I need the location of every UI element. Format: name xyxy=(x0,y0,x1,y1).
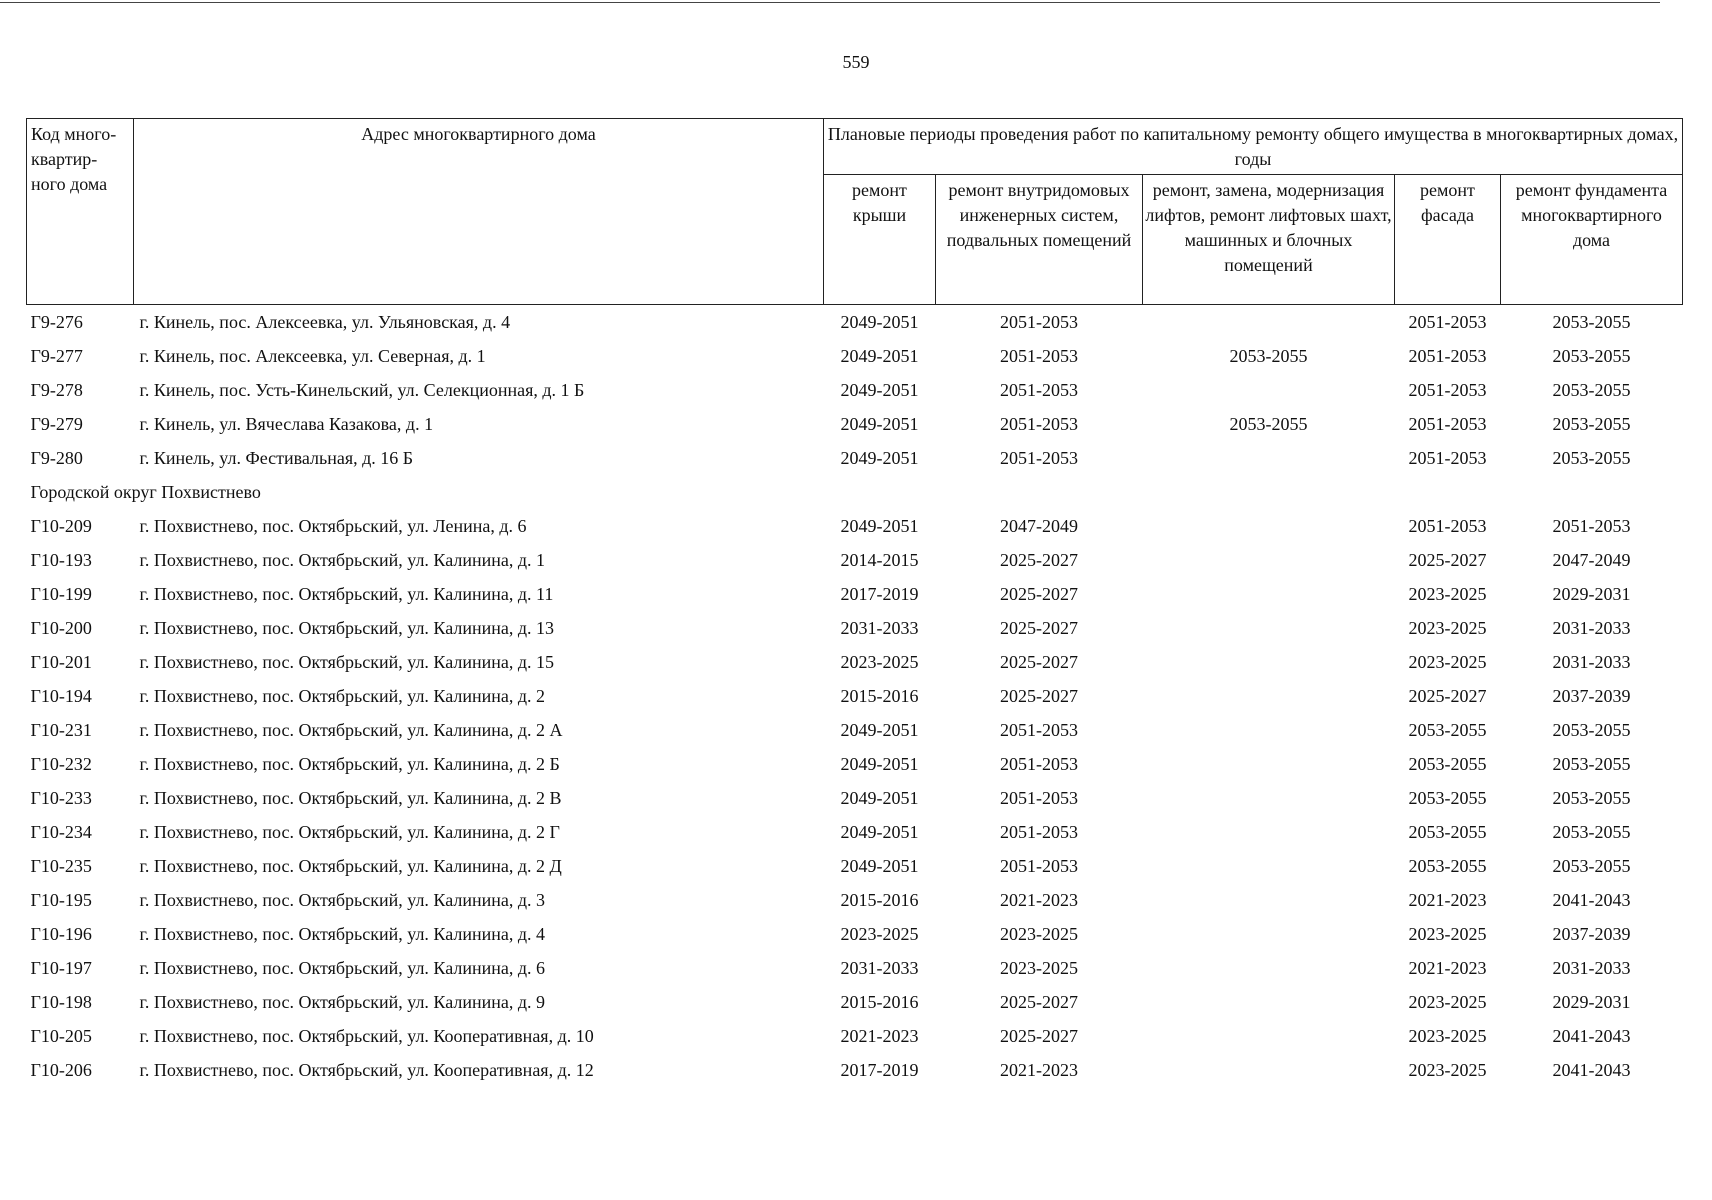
cell-roof: 2049-2051 xyxy=(840,346,919,366)
header-code: Код много-квартир-ного дома xyxy=(27,119,134,305)
cell-foundation: 2041-2043 xyxy=(1552,1060,1631,1080)
cell-foundation: 2031-2033 xyxy=(1552,618,1631,638)
cell-facade: 2051-2053 xyxy=(1408,448,1487,468)
cell-facade: 2051-2053 xyxy=(1408,380,1487,400)
cell-systems: 2051-2053 xyxy=(1000,346,1078,366)
cell-foundation: 2037-2039 xyxy=(1552,924,1631,944)
cell-lifts xyxy=(1143,849,1395,883)
cell-facade: 2053-2055 xyxy=(1408,720,1487,740)
cell-systems: 2025-2027 xyxy=(1000,550,1078,570)
cell-lifts xyxy=(1143,1019,1395,1053)
cell-facade: 2053-2055 xyxy=(1408,856,1487,876)
cell-foundation: 2029-2031 xyxy=(1552,584,1631,604)
cell-foundation: 2053-2055 xyxy=(1552,822,1631,842)
cell-systems: 2025-2027 xyxy=(1000,992,1078,1012)
cell-foundation: 2031-2033 xyxy=(1552,958,1631,978)
cell-roof: 2049-2051 xyxy=(840,788,919,808)
cell-foundation: 2053-2055 xyxy=(1552,788,1631,808)
table-row xyxy=(27,1019,1683,1053)
cell-address: г. Похвистнево, пос. Октябрьский, ул. Калинина, д. 2 А xyxy=(139,720,563,740)
table-row xyxy=(27,305,1683,340)
cell-foundation: 2029-2031 xyxy=(1552,992,1631,1012)
cell-facade: 2023-2025 xyxy=(1408,584,1487,604)
cell-foundation: 2041-2043 xyxy=(1552,1026,1631,1046)
cell-facade: 2025-2027 xyxy=(1408,550,1487,570)
header-periods: Плановые периоды проведения работ по капитальному ремонту общего имущества в многоквартирных домах, годы xyxy=(824,119,1683,175)
cell-lifts xyxy=(1143,611,1395,645)
table-row xyxy=(27,577,1683,611)
header-lifts: ремонт, замена, модернизация лифтов, ремонт лифтовых шахт, машинных и блочных помещений xyxy=(1143,175,1395,305)
cell-code: Г9-279 xyxy=(30,414,83,434)
cell-facade: 2021-2023 xyxy=(1408,890,1487,910)
cell-address: г. Похвистнево, пос. Октябрьский, ул. Калинина, д. 2 Г xyxy=(139,822,560,842)
cell-roof: 2049-2051 xyxy=(840,754,919,774)
cell-lifts xyxy=(1143,373,1395,407)
cell-facade: 2053-2055 xyxy=(1408,754,1487,774)
cell-lifts xyxy=(1143,305,1395,340)
cell-lifts xyxy=(1143,781,1395,815)
cell-foundation: 2053-2055 xyxy=(1552,754,1631,774)
cell-roof: 2049-2051 xyxy=(840,856,919,876)
cell-address: г. Похвистнево, пос. Октябрьский, ул. Калинина, д. 4 xyxy=(139,924,546,944)
cell-facade: 2023-2025 xyxy=(1408,1026,1487,1046)
cell-facade: 2023-2025 xyxy=(1408,992,1487,1012)
cell-code: Г10-233 xyxy=(30,788,92,808)
cell-address: г. Кинель, пос. Алексеевка, ул. Ульяновская, д. 4 xyxy=(139,312,511,332)
table-row xyxy=(27,373,1683,407)
cell-facade: 2053-2055 xyxy=(1408,788,1487,808)
cell-address: г. Похвистнево, пос. Октябрьский, ул. Калинина, д. 2 Д xyxy=(139,856,562,876)
cell-roof: 2017-2019 xyxy=(840,1060,919,1080)
cell-code: Г9-277 xyxy=(30,346,83,366)
table-row xyxy=(27,917,1683,951)
cell-lifts: 2053-2055 xyxy=(1229,414,1308,434)
cell-address: г. Похвистнево, пос. Октябрьский, ул. Кооперативная, д. 12 xyxy=(139,1060,594,1080)
cell-roof: 2015-2016 xyxy=(840,890,919,910)
table-row xyxy=(27,781,1683,815)
cell-systems: 2051-2053 xyxy=(1000,414,1078,434)
header-roof: ремонт крыши xyxy=(824,175,936,305)
cell-code: Г10-206 xyxy=(30,1060,92,1080)
cell-foundation: 2053-2055 xyxy=(1552,312,1631,332)
cell-code: Г10-199 xyxy=(30,584,92,604)
cell-lifts xyxy=(1143,713,1395,747)
cell-roof: 2014-2015 xyxy=(840,550,919,570)
capital-repair-table xyxy=(26,118,1683,1087)
section-row xyxy=(27,475,1683,509)
cell-code: Г10-209 xyxy=(30,516,92,536)
cell-lifts xyxy=(1143,883,1395,917)
cell-code: Г10-201 xyxy=(30,652,92,672)
cell-systems: 2051-2053 xyxy=(1000,720,1078,740)
cell-lifts xyxy=(1143,441,1395,475)
cell-facade: 2023-2025 xyxy=(1408,924,1487,944)
cell-lifts xyxy=(1143,951,1395,985)
cell-foundation: 2037-2039 xyxy=(1552,686,1631,706)
table-row xyxy=(27,645,1683,679)
cell-roof: 2021-2023 xyxy=(840,1026,919,1046)
cell-address: г. Похвистнево, пос. Октябрьский, ул. Калинина, д. 2 xyxy=(139,686,546,706)
cell-systems: 2047-2049 xyxy=(1000,516,1078,536)
cell-facade: 2053-2055 xyxy=(1408,822,1487,842)
cell-roof: 2015-2016 xyxy=(840,992,919,1012)
cell-address: г. Похвистнево, пос. Октябрьский, ул. Калинина, д. 11 xyxy=(139,584,554,604)
cell-address: г. Похвистнево, пос. Октябрьский, ул. Калинина, д. 2 В xyxy=(139,788,562,808)
cell-systems: 2025-2027 xyxy=(1000,686,1078,706)
cell-roof: 2049-2051 xyxy=(840,414,919,434)
cell-roof: 2049-2051 xyxy=(840,380,919,400)
cell-address: г. Похвистнево, пос. Октябрьский, ул. Калинина, д. 9 xyxy=(139,992,546,1012)
cell-roof: 2049-2051 xyxy=(840,312,919,332)
section-title: Городской округ Похвистнево xyxy=(30,482,261,502)
cell-address: г. Похвистнево, пос. Октябрьский, ул. Калинина, д. 15 xyxy=(139,652,555,672)
cell-code: Г10-195 xyxy=(30,890,92,910)
cell-address: г. Кинель, пос. Алексеевка, ул. Северная, д. 1 xyxy=(139,346,486,366)
table-row xyxy=(27,339,1683,373)
table-row xyxy=(27,407,1683,441)
cell-address: г. Похвистнево, пос. Октябрьский, ул. Калинина, д. 2 Б xyxy=(139,754,560,774)
cell-foundation: 2053-2055 xyxy=(1552,448,1631,468)
cell-foundation: 2051-2053 xyxy=(1552,516,1631,536)
cell-systems: 2025-2027 xyxy=(1000,652,1078,672)
cell-address: г. Похвистнево, пос. Октябрьский, ул. Кооперативная, д. 10 xyxy=(139,1026,594,1046)
cell-address: г. Кинель, ул. Вячеслава Казакова, д. 1 xyxy=(139,414,434,434)
cell-code: Г10-196 xyxy=(30,924,92,944)
cell-code: Г10-197 xyxy=(30,958,92,978)
cell-systems: 2025-2027 xyxy=(1000,618,1078,638)
cell-systems: 2051-2053 xyxy=(1000,380,1078,400)
cell-code: Г10-234 xyxy=(30,822,92,842)
page-number: 559 xyxy=(842,52,870,72)
table-row xyxy=(27,985,1683,1019)
cell-systems: 2023-2025 xyxy=(1000,924,1078,944)
cell-foundation: 2053-2055 xyxy=(1552,346,1631,366)
table-row xyxy=(27,747,1683,781)
cell-code: Г10-198 xyxy=(30,992,92,1012)
cell-lifts xyxy=(1143,679,1395,713)
table-body xyxy=(27,305,1683,1088)
cell-lifts xyxy=(1143,645,1395,679)
cell-roof: 2049-2051 xyxy=(840,720,919,740)
cell-address: г. Похвистнево, пос. Октябрьский, ул. Калинина, д. 13 xyxy=(139,618,555,638)
cell-address: г. Кинель, пос. Усть-Кинельский, ул. Селекционная, д. 1 Б xyxy=(139,380,585,400)
cell-facade: 2051-2053 xyxy=(1408,516,1487,536)
cell-lifts xyxy=(1143,747,1395,781)
header-facade: ремонт фасада xyxy=(1395,175,1501,305)
cell-roof: 2049-2051 xyxy=(840,516,919,536)
cell-address: г. Похвистнево, пос. Октябрьский, ул. Ленина, д. 6 xyxy=(139,516,527,536)
cell-code: Г10-194 xyxy=(30,686,92,706)
header-systems: ремонт внутридомовых инженерных систем, подвальных помещений xyxy=(936,175,1143,305)
cell-lifts xyxy=(1143,509,1395,543)
cell-systems: 2051-2053 xyxy=(1000,788,1078,808)
cell-code: Г10-235 xyxy=(30,856,92,876)
table-row xyxy=(27,1053,1683,1087)
cell-roof: 2015-2016 xyxy=(840,686,919,706)
cell-facade: 2051-2053 xyxy=(1408,312,1487,332)
table-row xyxy=(27,713,1683,747)
table-row xyxy=(27,951,1683,985)
cell-foundation: 2053-2055 xyxy=(1552,720,1631,740)
cell-lifts: 2053-2055 xyxy=(1229,346,1308,366)
cell-code: Г10-231 xyxy=(30,720,92,740)
cell-systems: 2023-2025 xyxy=(1000,958,1078,978)
top-rule xyxy=(0,2,1660,3)
cell-code: Г10-205 xyxy=(30,1026,92,1046)
cell-facade: 2021-2023 xyxy=(1408,958,1487,978)
cell-lifts xyxy=(1143,917,1395,951)
cell-lifts xyxy=(1143,1053,1395,1087)
cell-code: Г10-193 xyxy=(30,550,92,570)
cell-code: Г9-280 xyxy=(30,448,83,468)
header-address: Адрес многоквартирного дома xyxy=(134,119,824,305)
cell-lifts xyxy=(1143,815,1395,849)
cell-foundation: 2053-2055 xyxy=(1552,856,1631,876)
cell-systems: 2025-2027 xyxy=(1000,584,1078,604)
table-row xyxy=(27,611,1683,645)
table-row xyxy=(27,543,1683,577)
table-header xyxy=(27,119,1683,305)
cell-systems: 2051-2053 xyxy=(1000,448,1078,468)
cell-address: г. Кинель, ул. Фестивальная, д. 16 Б xyxy=(139,448,414,468)
cell-code: Г9-276 xyxy=(30,312,83,332)
cell-systems: 2021-2023 xyxy=(1000,1060,1078,1080)
cell-roof: 2031-2033 xyxy=(840,618,919,638)
cell-lifts xyxy=(1143,577,1395,611)
cell-address: г. Похвистнево, пос. Октябрьский, ул. Калинина, д. 3 xyxy=(139,890,546,910)
cell-facade: 2023-2025 xyxy=(1408,618,1487,638)
cell-foundation: 2031-2033 xyxy=(1552,652,1631,672)
cell-facade: 2051-2053 xyxy=(1408,346,1487,366)
cell-systems: 2051-2053 xyxy=(1000,856,1078,876)
cell-foundation: 2047-2049 xyxy=(1552,550,1631,570)
cell-roof: 2017-2019 xyxy=(840,584,919,604)
cell-roof: 2023-2025 xyxy=(840,652,919,672)
cell-foundation: 2053-2055 xyxy=(1552,380,1631,400)
cell-roof: 2023-2025 xyxy=(840,924,919,944)
cell-lifts xyxy=(1143,543,1395,577)
cell-code: Г10-232 xyxy=(30,754,92,774)
cell-systems: 2021-2023 xyxy=(1000,890,1078,910)
cell-code: Г10-200 xyxy=(30,618,92,638)
cell-systems: 2051-2053 xyxy=(1000,754,1078,774)
cell-facade: 2023-2025 xyxy=(1408,652,1487,672)
cell-foundation: 2053-2055 xyxy=(1552,414,1631,434)
cell-foundation: 2041-2043 xyxy=(1552,890,1631,910)
cell-address: г. Похвистнево, пос. Октябрьский, ул. Калинина, д. 6 xyxy=(139,958,546,978)
cell-roof: 2031-2033 xyxy=(840,958,919,978)
cell-facade: 2023-2025 xyxy=(1408,1060,1487,1080)
table-row xyxy=(27,441,1683,475)
cell-address: г. Похвистнево, пос. Октябрьский, ул. Калинина, д. 1 xyxy=(139,550,546,570)
cell-systems: 2051-2053 xyxy=(1000,312,1078,332)
cell-code: Г9-278 xyxy=(30,380,83,400)
header-foundation: ремонт фундамента многоквартирного дома xyxy=(1501,175,1683,305)
cell-lifts xyxy=(1143,985,1395,1019)
cell-roof: 2049-2051 xyxy=(840,448,919,468)
table-row xyxy=(27,509,1683,543)
table-row xyxy=(27,849,1683,883)
table-row xyxy=(27,815,1683,849)
cell-systems: 2025-2027 xyxy=(1000,1026,1078,1046)
cell-facade: 2025-2027 xyxy=(1408,686,1487,706)
cell-facade: 2051-2053 xyxy=(1408,414,1487,434)
cell-roof: 2049-2051 xyxy=(840,822,919,842)
table-row xyxy=(27,883,1683,917)
table-row xyxy=(27,679,1683,713)
cell-systems: 2051-2053 xyxy=(1000,822,1078,842)
